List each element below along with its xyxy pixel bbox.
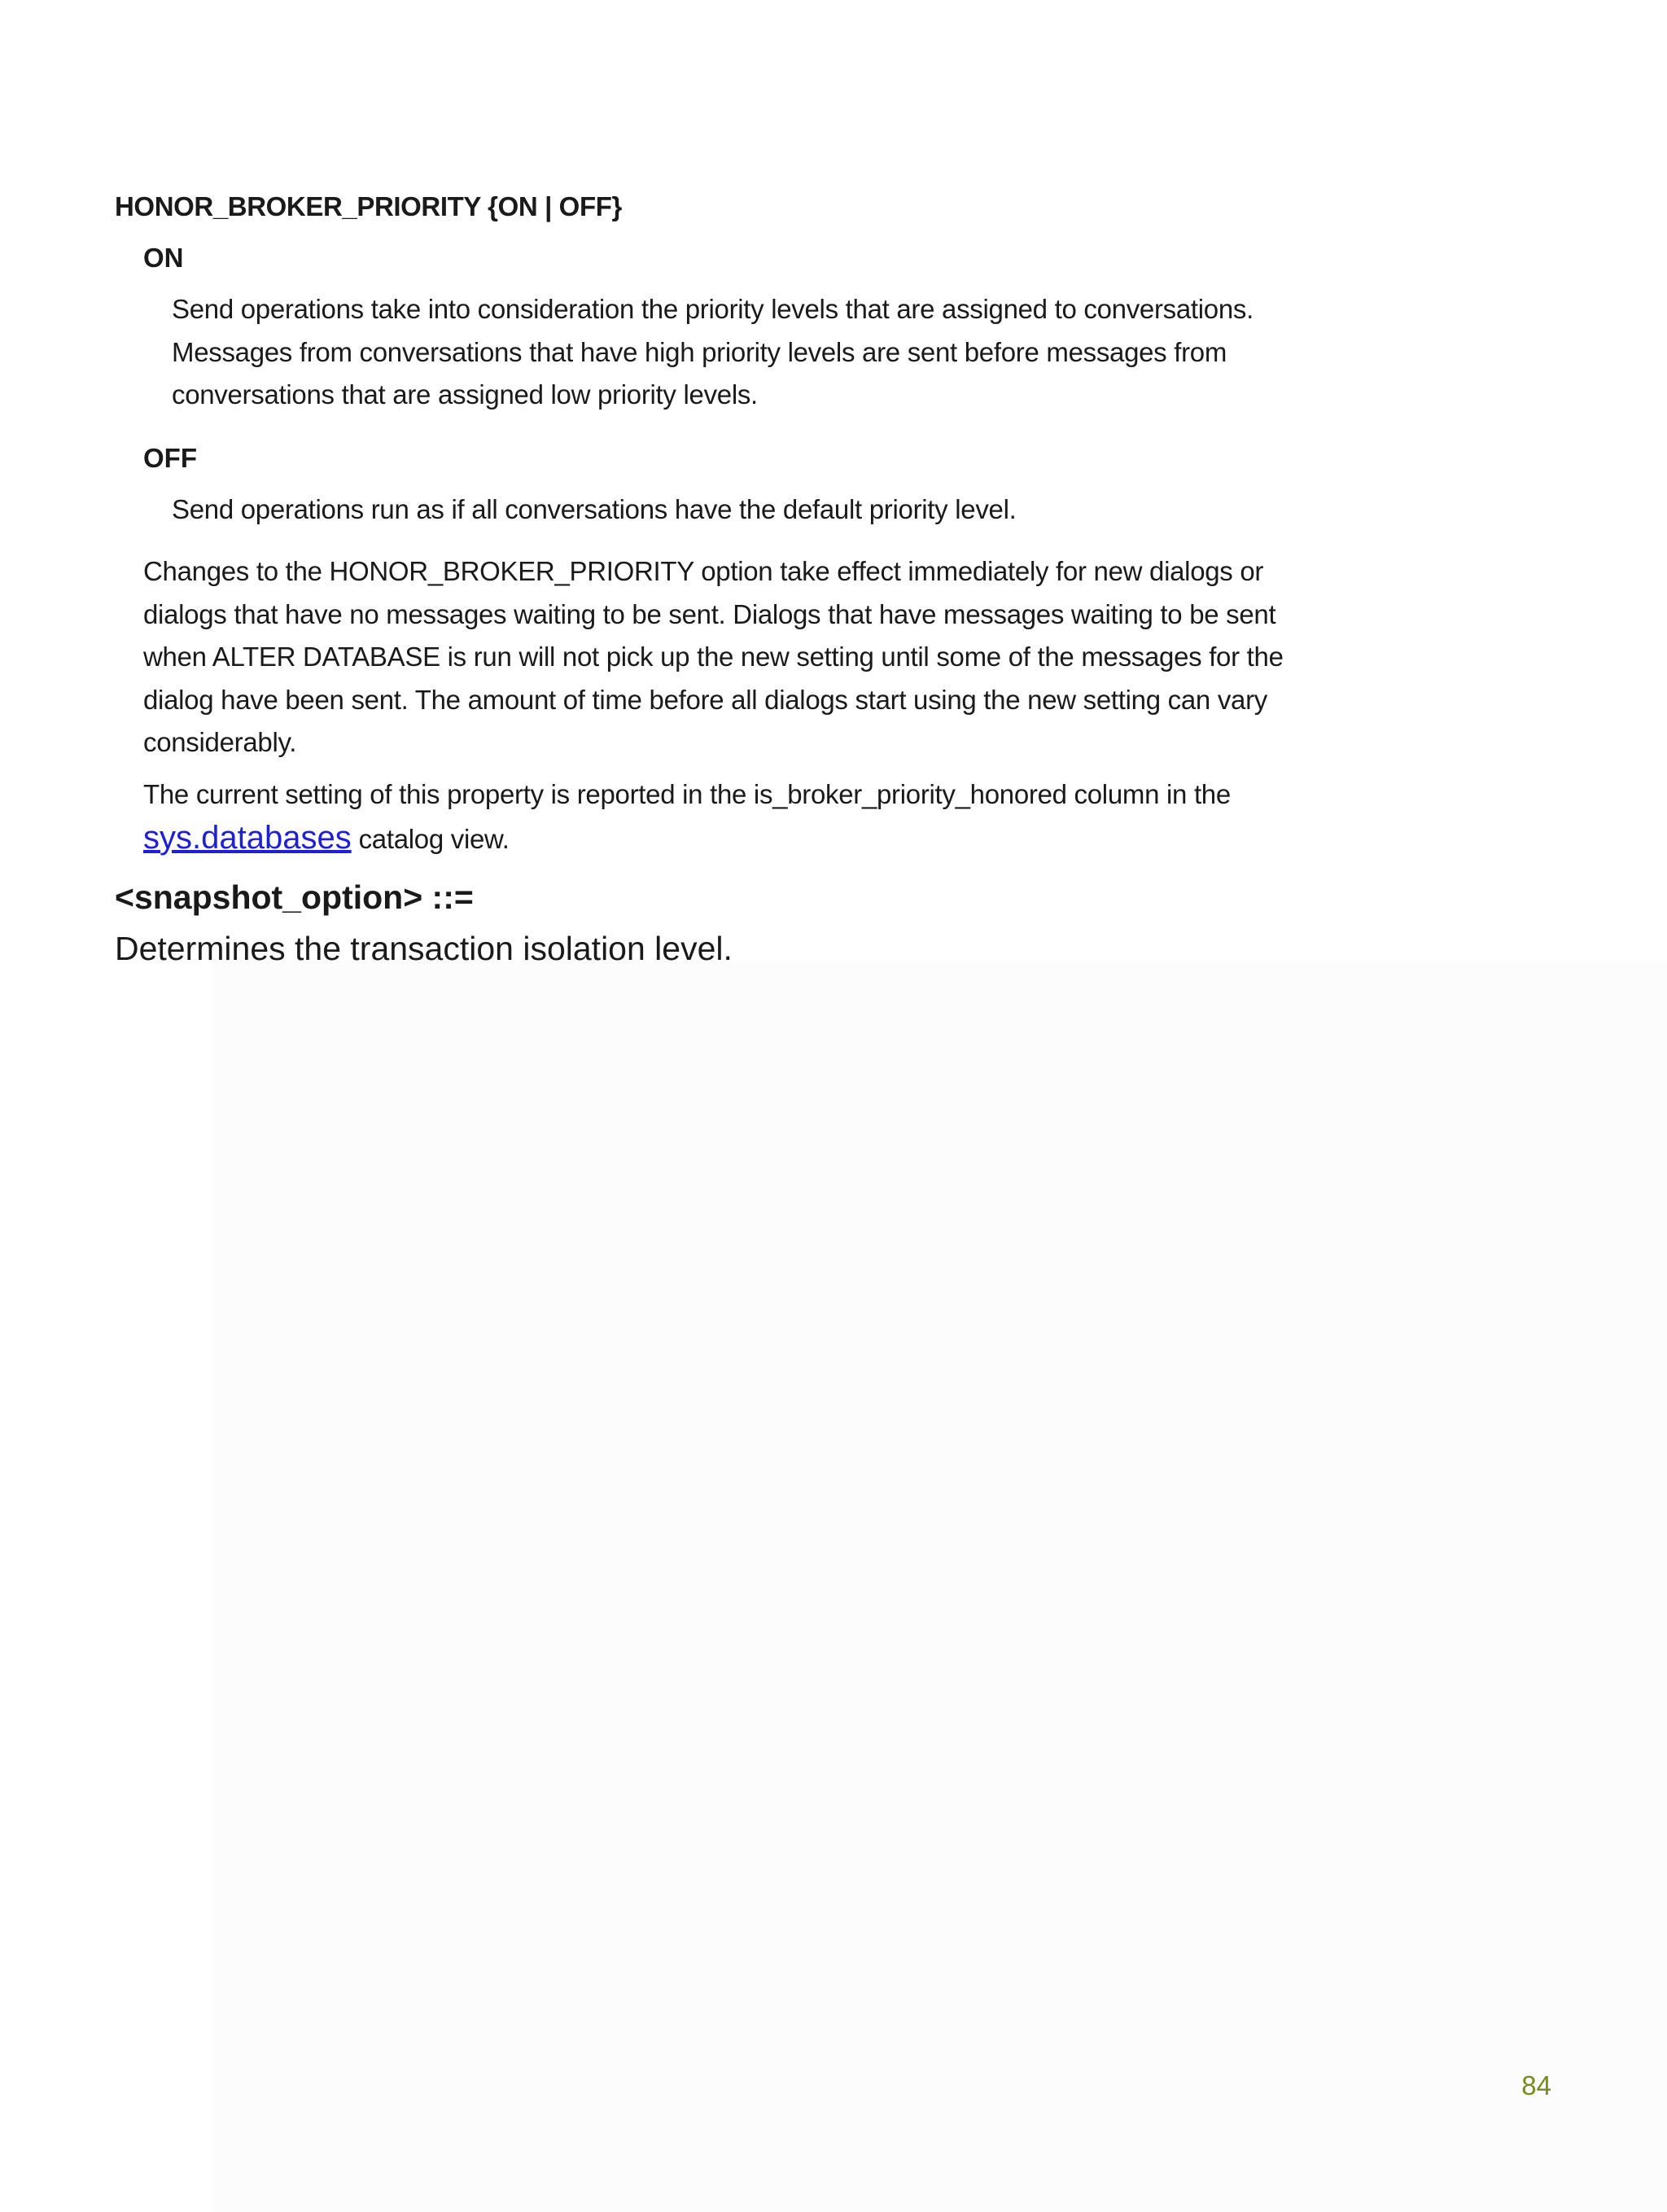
on-description: Send operations take into consideration the priority levels that are assigned to conversations. Messages from conversations that have high priority levels are sent before messages from conversations that are assigned low priority levels. xyxy=(172,294,1254,410)
snapshot-option-heading: <snapshot_option> ::= xyxy=(115,878,474,916)
changes-paragraph: Changes to the HONOR_BROKER_PRIORITY option take effect immediately for new dialogs or dialogs that have no messages waiting to be sent. Dialogs that have messages waiting to be sent when ALTER DATABASE is run will not pick up the new setting until some of the messages for the dialog have been sent. The amount of time before all dialogs start using the new setting can vary considerably. xyxy=(143,556,1284,757)
current-setting-text-after: catalog view. xyxy=(351,823,510,854)
current-setting-paragraph xyxy=(143,773,1299,861)
page-number: 84 xyxy=(1521,2070,1551,2100)
option-heading: HONOR_BROKER_PRIORITY {ON | OFF} xyxy=(115,191,622,221)
on-term: ON xyxy=(143,243,184,273)
current-setting-text-before: The current setting of this property is reported in the is_broker_priority_honored column in the xyxy=(143,779,1231,809)
off-description: Send operations run as if all conversations have the default priority level. xyxy=(172,494,1017,524)
sys-databases-link[interactable]: sys.databases xyxy=(143,819,352,856)
off-term: OFF xyxy=(143,443,197,473)
snapshot-option-description: Determines the transaction isolation level. xyxy=(115,930,733,967)
